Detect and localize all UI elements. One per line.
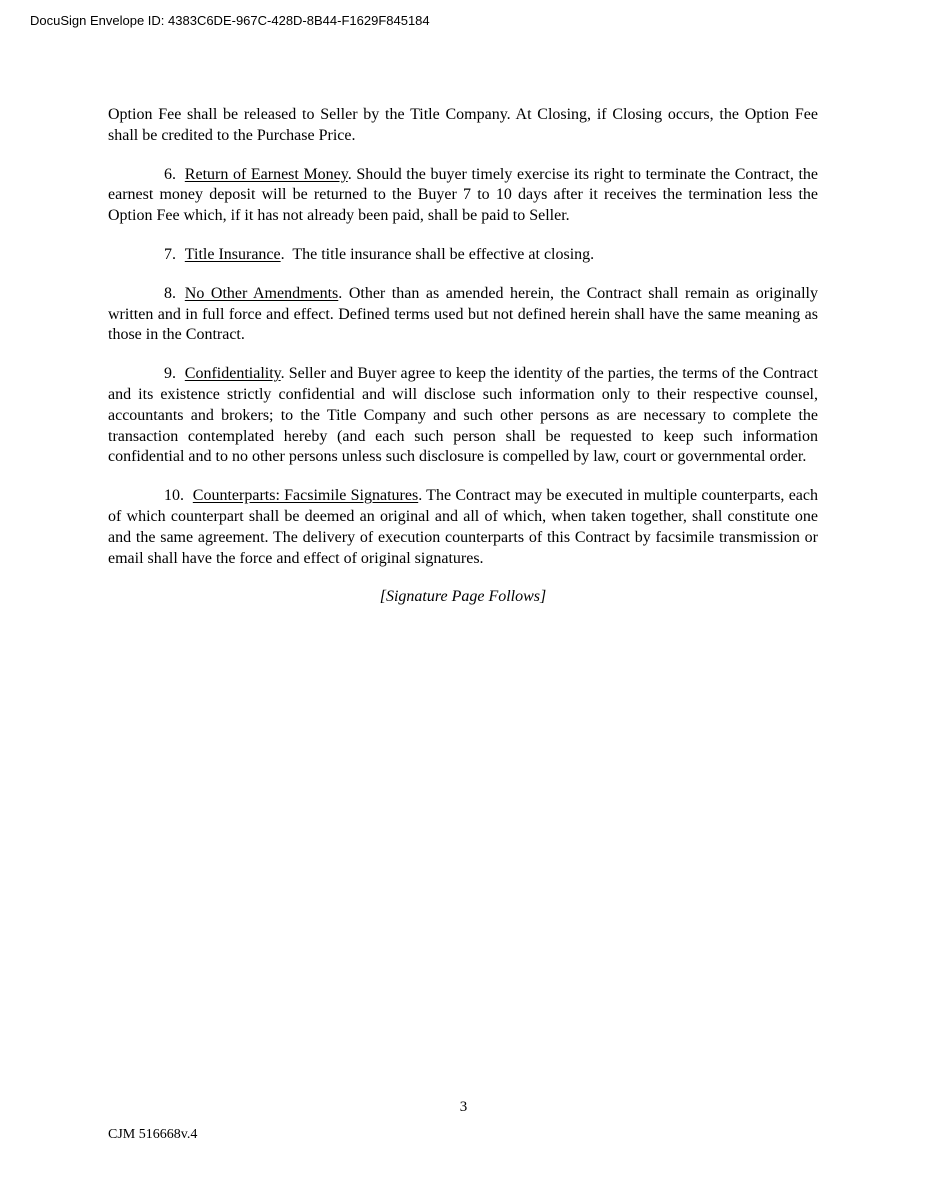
section-7-number: 7. (164, 245, 176, 263)
document-reference: CJM 516668v.4 (108, 1127, 198, 1142)
section-8-number: 8. (164, 284, 176, 302)
section-paragraph-7 (108, 245, 818, 266)
section-paragraph-10 (108, 486, 818, 569)
section-paragraph-6 (108, 165, 818, 227)
section-7-text: . The title insurance shall be effective at closing. (280, 245, 595, 263)
section-10-text: . The Contract may be executed in multiple counterparts, each of which counterpart shall be deemed an original and all of which, when taken together, shall constitute one and the same agreement. The delivery of execution counterparts of this Contract by facsimile transmission or email shall have the force and effect of original signatures. (108, 487, 818, 567)
section-6-text: . Should the buyer timely exercise its right to terminate the Contract, the earnest money deposit will be returned to the Buyer 7 to 10 days after it receives the termination less the Option Fee which, if it has not already been paid, shall be paid to Seller. (108, 165, 818, 225)
signature-page-note: [Signature Page Follows] (379, 588, 547, 606)
intro-paragraph: Option Fee shall be released to Seller by the Title Company. At Closing, if Closing occurs, the Option Fee shall be credited to the Purchase Price. (108, 106, 818, 144)
section-9-text: . Seller and Buyer agree to keep the identity of the parties, the terms of the Contract and its existence strictly confidential and will disclose such information only to their respective counsel, accountants and brokers; to the Title Company and such other persons as are necessary to complete the transaction contemplated hereby (and each such person shall be requested to keep such information confidential and to no other persons unless such disclosure is compelled by law, court or governmental order. (108, 365, 818, 466)
section-paragraph-8 (108, 284, 818, 346)
section-7-heading: Title Insurance (184, 245, 281, 263)
section-6-heading: Return of Earnest Money (184, 165, 348, 183)
section-10-heading: Counterparts: Facsimile Signatures (192, 487, 419, 505)
page-number: 3 (459, 1099, 468, 1115)
section-9-number: 9. (164, 365, 176, 383)
section-8-text: . Other than as amended herein, the Contract shall remain as originally written and in full force and effect. Defined terms used but not defined herein shall have the same meaning as those in the Contract. (108, 284, 819, 344)
section-8-heading: No Other Amendments (184, 284, 339, 302)
section-6-number: 6. (164, 165, 176, 183)
section-9-heading: Confidentiality (184, 365, 281, 383)
docusign-envelope-id: DocuSign Envelope ID: 4383C6DE-967C-428D-8B44-F1629F845184 (30, 13, 430, 28)
document-body (108, 105, 818, 608)
section-10-number: 10. (164, 487, 184, 505)
section-paragraph-9 (108, 364, 818, 468)
